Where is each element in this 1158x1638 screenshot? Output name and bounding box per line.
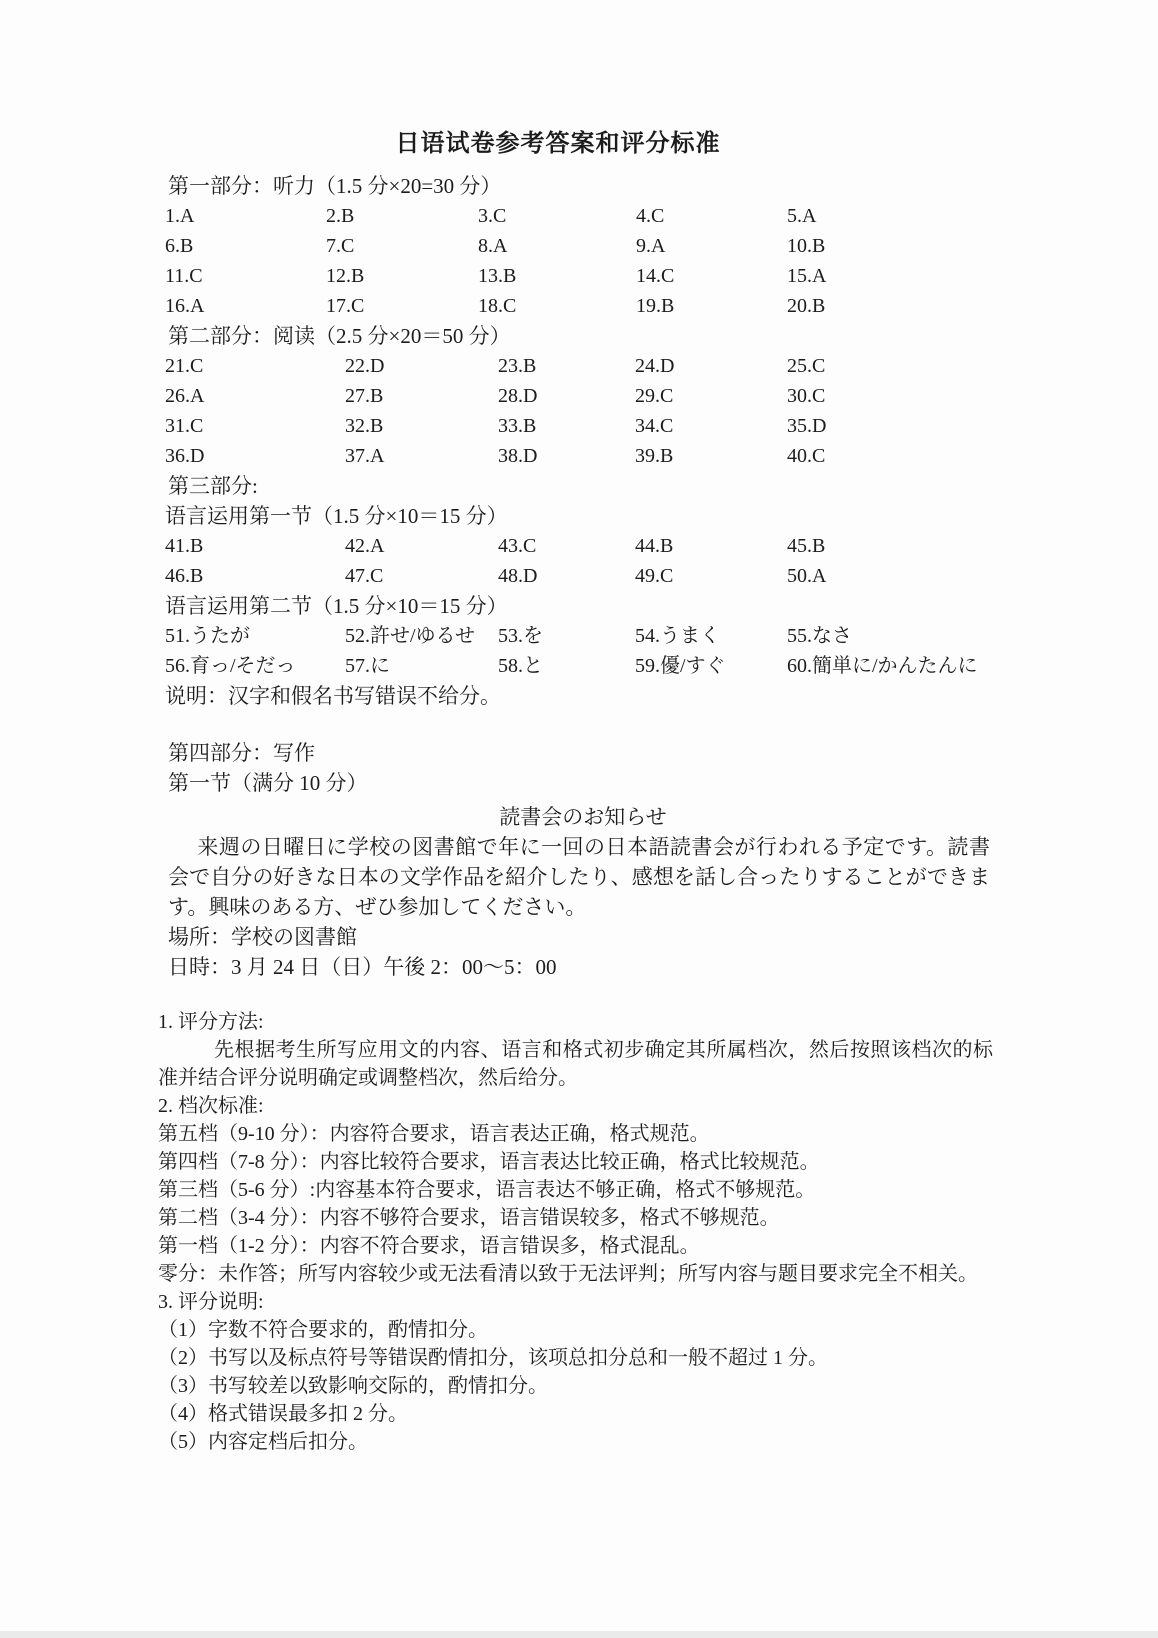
- scoring-note-line: （4）格式错误最多扣 2 分。: [158, 1403, 408, 1425]
- answer-item: 45.B: [787, 535, 826, 557]
- grade-standards-heading: 2. 档次标准:: [158, 1095, 264, 1117]
- answer-item: 5.A: [787, 205, 817, 227]
- answer-item: 55.なさ: [787, 625, 852, 647]
- page-title: 日语试卷参考答案和评分标准: [395, 131, 721, 157]
- scoring-method-heading: 1. 评分方法:: [158, 1011, 264, 1033]
- part3-section: [158, 471, 998, 711]
- notice-time: 日時：3 月 24 日（日）午後 2：00～5：00: [168, 955, 557, 979]
- answer-item: 4.C: [636, 205, 665, 227]
- grade-line: 第四档（7-8 分）：内容比较符合要求，语言表达比较正确，格式比较规范。: [158, 1151, 820, 1173]
- scoring-note-line: （2）书写以及标点符号等错误酌情扣分，该项总扣分总和一般不超过 1 分。: [158, 1347, 828, 1369]
- answer-item: 29.C: [635, 385, 674, 407]
- answer-item: 36.D: [165, 445, 205, 467]
- answer-item: 26.A: [165, 385, 205, 407]
- part3-sub1-answer-grid: [165, 531, 998, 591]
- part3-sub2-heading: 语言运用第二节（1.5 分×10＝15 分）: [165, 594, 508, 618]
- part1-section: [158, 171, 998, 321]
- answer-item: 23.B: [498, 355, 537, 377]
- notice-place: 場所：学校の図書館: [168, 925, 357, 949]
- part3-heading: 第三部分:: [168, 474, 258, 498]
- answer-item: 31.C: [165, 415, 204, 437]
- answer-item: 16.A: [165, 295, 205, 317]
- part3-sub1-heading: 语言运用第一节（1.5 分×10＝15 分）: [165, 504, 508, 528]
- answer-item: 1.A: [165, 205, 195, 227]
- answer-item: 54.うまく: [635, 625, 720, 647]
- answer-item: 7.C: [326, 235, 355, 257]
- answer-item: 6.B: [165, 235, 194, 257]
- answer-item: 49.C: [635, 565, 674, 587]
- answer-item: 30.C: [787, 385, 826, 407]
- answer-item: 3.C: [478, 205, 507, 227]
- answer-item: 38.D: [498, 445, 538, 467]
- document-content: [158, 0, 998, 1456]
- answer-item: 57.に: [345, 655, 390, 677]
- notice-title: 読書会のお知らせ: [499, 805, 667, 829]
- part4-section-heading: 第一节（满分 10 分）: [168, 771, 368, 795]
- answer-item: 37.A: [345, 445, 385, 467]
- answer-item: 28.D: [498, 385, 538, 407]
- answer-item: 22.D: [345, 355, 385, 377]
- part1-heading: 第一部分：听力（1.5 分×20=30 分）: [168, 174, 502, 198]
- part2-heading: 第二部分：阅读（2.5 分×20＝50 分）: [168, 324, 511, 348]
- answer-item: 35.D: [787, 415, 827, 437]
- answer-item: 19.B: [636, 295, 675, 317]
- grade-line: 第三档（5-6 分）:内容基本符合要求，语言表达不够正确，格式不够规范。: [158, 1179, 816, 1201]
- answer-item: 12.B: [326, 265, 365, 287]
- answer-item: 11.C: [165, 265, 203, 287]
- answer-item: 39.B: [635, 445, 674, 467]
- answer-item: 33.B: [498, 415, 537, 437]
- answer-item: 51.うたが: [165, 625, 250, 647]
- grade-line: 零分：未作答；所写内容较少或无法看清以致于无法评判；所写内容与题目要求完全不相关。: [158, 1263, 978, 1285]
- answer-item: 10.B: [787, 235, 826, 257]
- grade-line: 第二档（3-4 分）：内容不够符合要求，语言错误较多，格式不够规范。: [158, 1207, 780, 1229]
- answer-item: 8.A: [478, 235, 508, 257]
- answer-item: 48.D: [498, 565, 538, 587]
- answer-item: 50.A: [787, 565, 827, 587]
- grade-line: 第五档（9-10 分）：内容符合要求，语言表达正确，格式规范。: [158, 1123, 710, 1145]
- answer-item: 46.B: [165, 565, 204, 587]
- scoring-method-body: 先根据考生所写应用文的内容、语言和格式初步确定其所属档次，然后按照该档次的标准并结合评分说明确定或调整档次，然后给分。: [158, 1039, 993, 1089]
- part4-section: [158, 738, 998, 982]
- scoring-note-line: （1）字数不符合要求的，酌情扣分。: [158, 1319, 488, 1341]
- answer-item: 21.C: [165, 355, 204, 377]
- part4-heading: 第四部分：写作: [168, 741, 315, 765]
- answer-item: 9.A: [636, 235, 666, 257]
- page-bottom-scan-edge: [0, 1631, 1158, 1638]
- answer-item: 53.を: [498, 625, 543, 647]
- answer-item: 17.C: [326, 295, 365, 317]
- scoring-section: [158, 1008, 993, 1456]
- answer-item: 15.A: [787, 265, 827, 287]
- answer-item: 47.C: [345, 565, 384, 587]
- answer-item: 32.B: [345, 415, 384, 437]
- answer-item: 40.C: [787, 445, 826, 467]
- answer-item: 41.B: [165, 535, 204, 557]
- answer-item: 34.C: [635, 415, 674, 437]
- part2-answer-grid: [165, 351, 998, 471]
- answer-item: 27.B: [345, 385, 384, 407]
- answer-item: 56.育っ/そだっ: [165, 655, 296, 677]
- scoring-note-line: （5）内容定档后扣分。: [158, 1431, 368, 1453]
- answer-item: 59.優/すぐ: [635, 655, 726, 677]
- answer-item: 43.C: [498, 535, 537, 557]
- scoring-notes-list: [158, 1316, 993, 1456]
- answer-item: 24.D: [635, 355, 675, 377]
- answer-item: 14.C: [636, 265, 675, 287]
- grade-standards-list: [158, 1120, 993, 1288]
- answer-item: 58.と: [498, 655, 543, 677]
- part3-note: 说明：汉字和假名书写错误不给分。: [165, 684, 501, 708]
- scoring-note-line: （3）书写较差以致影响交际的，酌情扣分。: [158, 1375, 548, 1397]
- answer-item: 44.B: [635, 535, 674, 557]
- answer-item: 18.C: [478, 295, 517, 317]
- part1-answer-grid: [165, 201, 998, 321]
- answer-item: 60.簡単に/かんたんに: [787, 655, 978, 677]
- answer-item: 2.B: [326, 205, 355, 227]
- answer-item: 20.B: [787, 295, 826, 317]
- part2-section: [158, 321, 998, 471]
- answer-item: 52.許せ/ゆるせ: [345, 625, 475, 647]
- part3-sub2-answer-grid: [165, 621, 998, 681]
- answer-item: 42.A: [345, 535, 385, 557]
- notice-body: 来週の日曜日に学校の図書館で年に一回の日本語読書会が行われる予定です。読書会で自分の好きな日本の文学作品を紹介したり、感想を話し合ったりすることができます。興味のある方、ぜひ参加してください。: [168, 835, 990, 919]
- scoring-notes-heading: 3. 评分说明:: [158, 1291, 264, 1313]
- grade-line: 第一档（1-2 分）：内容不符合要求，语言错误多，格式混乱。: [158, 1235, 700, 1257]
- answer-item: 13.B: [478, 265, 517, 287]
- answer-item: 25.C: [787, 355, 826, 377]
